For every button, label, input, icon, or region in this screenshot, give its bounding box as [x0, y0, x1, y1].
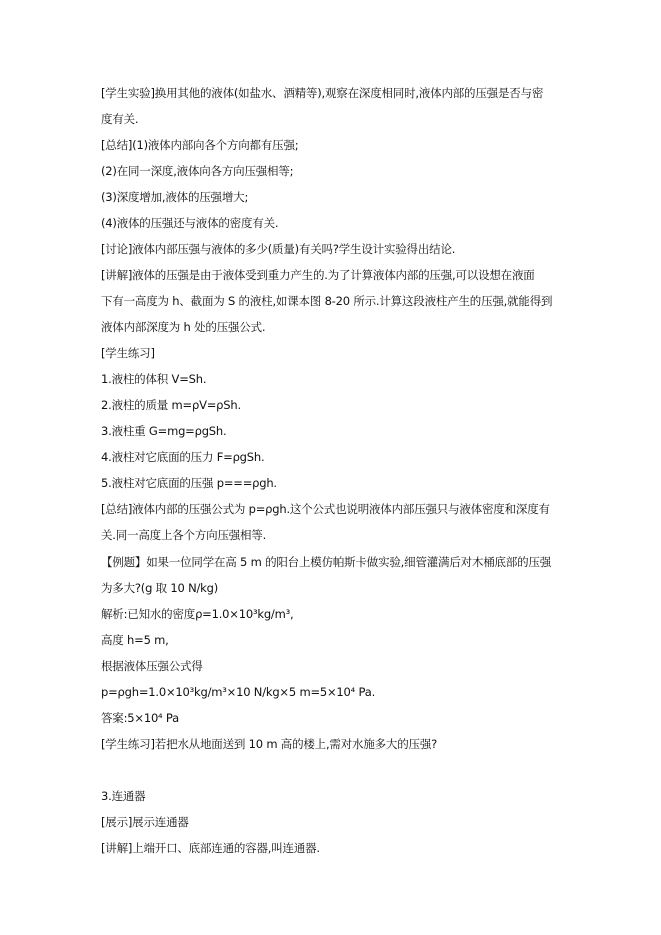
- text-line: 下有一高度为 h、截面为 S 的液柱,如课本图 8-20 所示.计算这段液柱产生的压强,就能得到: [101, 294, 553, 308]
- text-line: [总结](1)液体内部向各个方向都有压强;: [101, 138, 299, 152]
- text-line: 高度 h=5 m,: [101, 633, 169, 647]
- section-heading: 3.连通器: [101, 789, 146, 803]
- text-line: 4.液柱对它底面的压力 F=ρgSh.: [101, 450, 265, 464]
- text-line: p=ρgh=1.0×10³kg/m³×10 N/kg×5 m=5×10⁴ Pa.: [101, 685, 376, 699]
- text-line: 关.同一高度上各个方向压强相等.: [101, 528, 267, 542]
- text-line: [学生练习]: [101, 346, 155, 360]
- text-line: [讲解]液体的压强是由于液体受到重力产生的.为了计算液体内部的压强,可以设想在液面: [101, 268, 535, 282]
- text-line: [讨论]液体内部压强与液体的多少(质量)有关吗?学生设计实验得出结论.: [101, 242, 456, 256]
- text-line: [讲解]上端开口、底部连通的容器,叫连通器.: [101, 841, 320, 855]
- text-line: 答案:5×10⁴ Pa: [101, 711, 179, 725]
- text-line: (3)深度增加,液体的压强增大;: [101, 190, 249, 204]
- text-line: 度有关.: [101, 112, 139, 126]
- text-line: [展示]展示连通器: [101, 815, 189, 829]
- text-line: 为多大?(g 取 10 N/kg): [101, 581, 219, 595]
- text-line: 【例题】如果一位同学在高 5 m 的阳台上模仿帕斯卡做实验,细管灌满后对木桶底部的压强: [101, 555, 552, 569]
- text-line: 解析:已知水的密度ρ=1.0×10³kg/m³,: [101, 607, 294, 621]
- text-line: [总结]液体内部的压强公式为 p=ρgh.这个公式也说明液体内部压强只与液体密度和深度有: [101, 502, 550, 516]
- text-line: 根据液体压强公式得: [101, 659, 203, 673]
- text-line: [学生实验]换用其他的液体(如盐水、酒精等),观察在深度相同时,液体内部的压强是否与密: [101, 86, 544, 100]
- text-line: (4)液体的压强还与液体的密度有关.: [101, 216, 279, 230]
- text-line: 5.液柱对它底面的压强 p===ρgh.: [101, 476, 277, 490]
- text-line: (2)在同一深度,液体向各方向压强相等;: [101, 164, 294, 178]
- text-line: [学生练习]若把水从地面送到 10 m 高的楼上,需对水施多大的压强?: [101, 737, 438, 751]
- text-line: 1.液柱的体积 V=Sh.: [101, 372, 207, 386]
- text-line: 2.液柱的质量 m=ρV=ρSh.: [101, 398, 241, 412]
- text-line: 液体内部深度为 h 处的压强公式.: [101, 320, 266, 334]
- text-line: 3.液柱重 G=mg=ρgSh.: [101, 424, 227, 438]
